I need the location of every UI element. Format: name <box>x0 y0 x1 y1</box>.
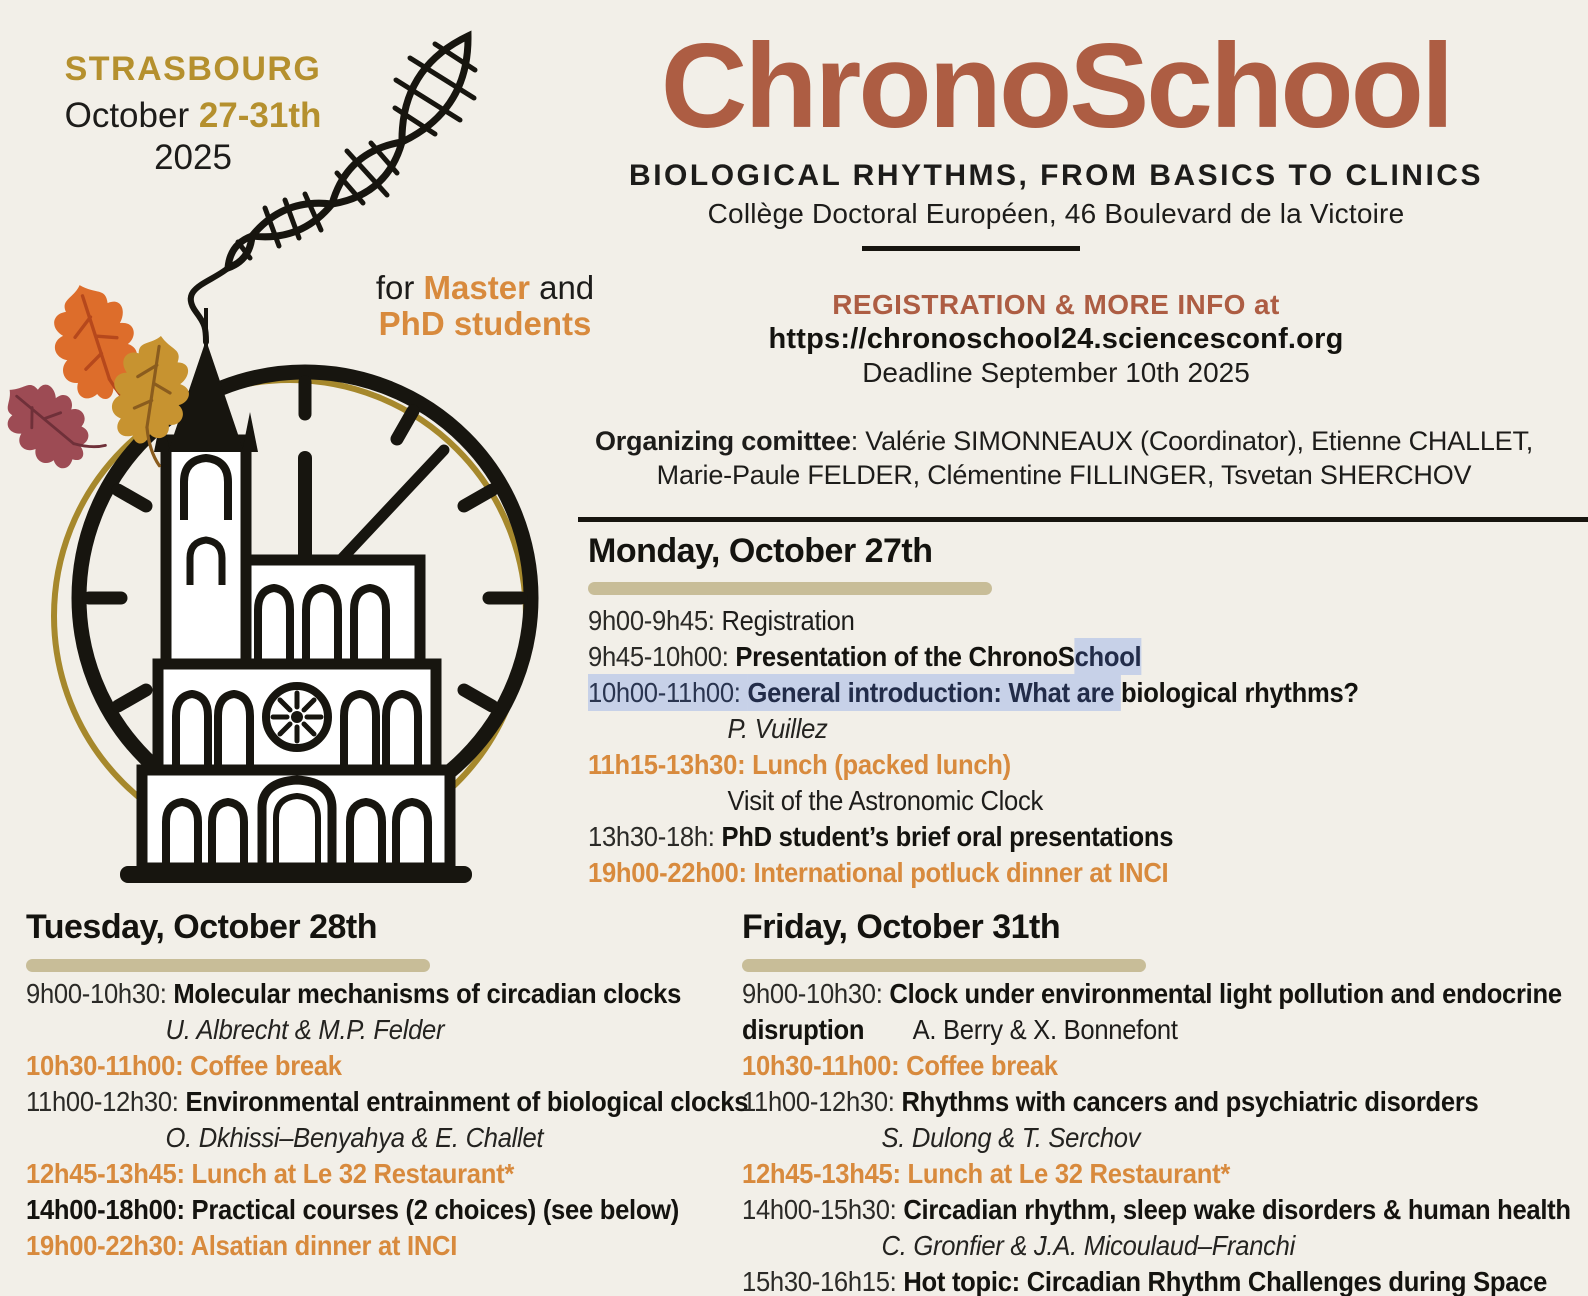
text-segment: 19h00-22h00: International potluck dinner at INCI <box>588 857 1169 888</box>
event-dates <box>28 95 358 179</box>
schedule-item <box>588 603 1518 639</box>
monday-section <box>588 531 1588 891</box>
schedule-item <box>26 1120 688 1156</box>
committee-line2: Marie-Paule FELDER, Clémentine FILLINGER, Tsvetan SHERCHOV <box>656 460 1472 490</box>
monday-schedule <box>588 603 1588 891</box>
text-segment: PhD student’s brief oral presentations <box>721 821 1174 852</box>
text-segment: 10h30-11h00: Coffee break <box>742 1050 1058 1081</box>
schedule-item <box>588 783 1518 819</box>
schedule-item <box>26 976 688 1012</box>
date-range: 27-31th <box>198 96 322 135</box>
schedule-item <box>588 819 1518 855</box>
committee-label: Organizing comittee <box>594 426 851 456</box>
registration-heading: REGISTRATION & MORE INFO at <box>832 289 1280 320</box>
schedule-item <box>26 1012 688 1048</box>
text-segment: Hot topic: Circadian Rhythm Challenges during Space <box>903 1266 1548 1296</box>
registration-url[interactable]: https://chronoschool24.sciencesconf.org <box>768 323 1344 355</box>
text-segment: chool <box>1075 638 1142 675</box>
text-segment: 11h00-12h30: <box>742 1086 902 1117</box>
audience-text: for <box>375 269 424 306</box>
rose-window <box>266 686 328 748</box>
text-segment: General introduction: What are <box>747 674 1121 711</box>
header-divider <box>862 246 1080 251</box>
text-segment: Presentation of the ChronoS <box>735 641 1075 672</box>
text-segment: 10h30-11h00: Coffee break <box>26 1050 342 1081</box>
text-segment: 9h00-9h45: <box>588 605 722 636</box>
friday-heading-bar <box>742 959 1146 972</box>
text-segment: Visit of the Astronomic Clock <box>727 785 1044 816</box>
monday-heading-bar <box>588 582 992 595</box>
audience-and: and <box>529 269 595 306</box>
text-segment: A. Berry & X. Bonnefont <box>912 1014 1178 1045</box>
section-divider-line <box>578 517 1588 522</box>
location-block <box>28 50 358 179</box>
text-segment: 15h30-16h15: <box>742 1266 904 1296</box>
schedule-item <box>742 1084 1529 1120</box>
text-segment: 11h15-13h30: Lunch (packed lunch) <box>588 749 1011 780</box>
registration-block <box>556 288 1556 390</box>
tuesday-heading: Tuesday, October 28th <box>26 908 377 946</box>
monday-heading: Monday, October 27th <box>588 532 933 570</box>
text-segment: Environmental entrainment of biological clocks <box>185 1086 749 1117</box>
event-subtitle: BIOLOGICAL RHYTHMS, FROM BASICS TO CLINICS <box>629 159 1483 192</box>
schedule-item <box>742 1048 1529 1084</box>
text-segment: C. Gronfier & J.A. Micoulaud–Franchi <box>881 1230 1296 1261</box>
friday-heading: Friday, October 31th <box>742 908 1061 946</box>
text-segment: 14h00-15h30: <box>742 1194 904 1225</box>
date-year: 2025 <box>154 138 232 177</box>
city-label: STRASBOURG <box>64 50 322 88</box>
tuesday-schedule <box>26 976 749 1264</box>
tuesday-section <box>26 907 749 1264</box>
text-segment: 19h00-22h30: Alsatian dinner at INCI <box>26 1230 458 1261</box>
schedule-item <box>742 1192 1571 1228</box>
text-segment: 11h00-12h30: <box>26 1086 186 1117</box>
text-segment: Molecular mechanisms of circadian clocks <box>173 978 682 1009</box>
text-segment: Circadian rhythm, sleep wake disorders & human health <box>903 1194 1571 1225</box>
schedule-item <box>742 1156 1529 1192</box>
friday-section <box>742 907 1588 1296</box>
committee-line1: : Valérie SIMONNEAUX (Coordinator), Etienne CHALLET, <box>850 426 1534 456</box>
text-segment: disruption <box>742 1014 865 1045</box>
text-segment: O. Dkhissi–Benyahya & E. Challet <box>165 1122 544 1153</box>
schedule-item <box>588 855 1518 891</box>
schedule-item <box>26 1084 749 1120</box>
poster-header <box>556 19 1556 251</box>
text-segment: 12h45-13h45: Lunch at Le 32 Restaurant* <box>26 1158 515 1189</box>
text-segment: 13h30-18h: <box>588 821 722 852</box>
friday-schedule <box>742 976 1588 1296</box>
text-segment: Clock under environmental light pollution and endocrine <box>889 978 1562 1009</box>
schedule-item <box>742 976 1562 1012</box>
organizing-committee <box>540 424 1588 492</box>
text-segment: 14h00-18h00: Practical courses (2 choices) (see below) <box>26 1194 680 1225</box>
event-title: ChronoSchool <box>660 19 1452 153</box>
schedule-item <box>26 1228 688 1264</box>
schedule-item <box>588 675 1518 711</box>
date-prefix: October <box>64 96 199 135</box>
audience-master: Master <box>423 269 530 306</box>
schedule-item <box>26 1156 688 1192</box>
schedule-item <box>742 1012 1529 1048</box>
text-segment: 12h45-13h45: Lunch at Le 32 Restaurant* <box>742 1158 1231 1189</box>
audience-phd: PhD students <box>378 305 592 342</box>
text-segment: Registration <box>721 605 855 636</box>
schedule-item <box>742 1264 1548 1296</box>
schedule-item <box>588 639 1518 675</box>
text-segment: 9h00-10h30: <box>742 978 890 1009</box>
text-segment: S. Dulong & T. Serchov <box>881 1122 1141 1153</box>
venue-address: Collège Doctoral Européen, 46 Boulevard de la Victoire <box>707 198 1405 229</box>
schedule-item <box>26 1048 688 1084</box>
text-segment: 9h00-10h30: <box>26 978 174 1009</box>
schedule-item <box>742 1120 1529 1156</box>
text-segment: 9h45-10h00: <box>588 641 736 672</box>
schedule-item <box>26 1192 688 1228</box>
schedule-item <box>742 1228 1529 1264</box>
text-segment: P. Vuillez <box>727 713 828 744</box>
schedule-item <box>588 711 1518 747</box>
text-segment: Rhythms with cancers and psychiatric disorders <box>901 1086 1479 1117</box>
registration-deadline: Deadline September 10th 2025 <box>862 357 1250 388</box>
text-segment: U. Albrecht & M.P. Felder <box>165 1014 445 1045</box>
tuesday-heading-bar <box>26 959 430 972</box>
text-segment: biological rhythms? <box>1121 677 1359 708</box>
schedule-item <box>588 747 1518 783</box>
text-segment: 10h00-11h00: <box>588 674 747 711</box>
